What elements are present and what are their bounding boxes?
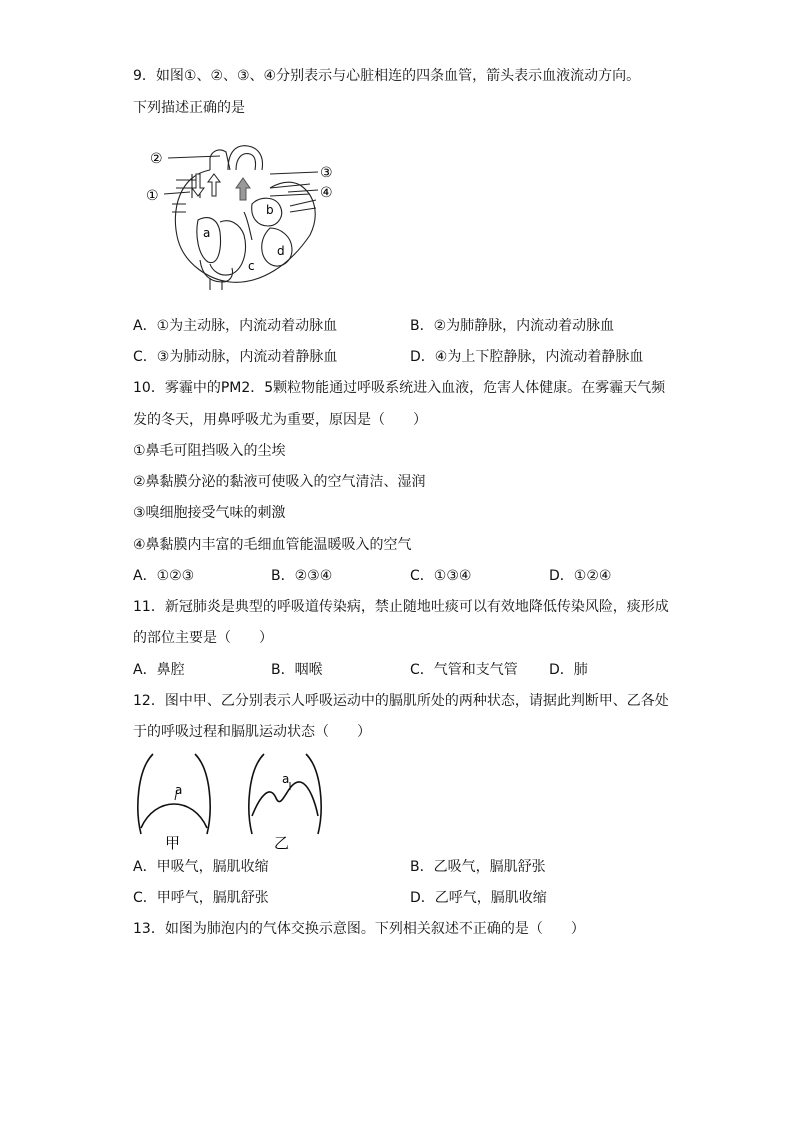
- label-d: d: [277, 244, 285, 258]
- q13-stem-line1: 13．如图为肺泡内的气体交换示意图。下列相关叙述不正确的是（ ）: [133, 921, 585, 937]
- q10-item-3: ③嗅细胞接受气味的刺激: [133, 505, 286, 521]
- q11-option-d[interactable]: D．肺: [549, 662, 588, 678]
- q10-item-2: ②鼻黏膜分泌的黏液可使吸入的空气清洁、湿润: [133, 474, 426, 490]
- heart-diagram: [140, 140, 360, 290]
- q11-stem-line2: 的部位主要是（ ）: [133, 630, 273, 646]
- q12-stem-line1: 12．图中甲、乙分别表示人呼吸运动中的膈肌所处的两种状态，请据此判断甲、乙各处: [133, 693, 669, 709]
- q11-option-c[interactable]: C．气管和支气管: [410, 662, 518, 678]
- label-jia: 甲: [165, 834, 181, 852]
- q9-option-d[interactable]: D．④为上下腔静脉，内流动着静脉血: [410, 349, 644, 365]
- label-4: ④: [320, 185, 333, 201]
- q10-item-4: ④鼻黏膜内丰富的毛细血管能温暖吸入的空气: [133, 537, 412, 553]
- diaphragm-label-a-right: a: [282, 772, 290, 786]
- q9-stem-line1: 9．如图①、②、③、④分别表示与心脏相连的四条血管，箭头表示血液流动方向。: [133, 68, 641, 84]
- q11-stem-line1: 11．新冠肺炎是典型的呼吸道传染病，禁止随地吐痰可以有效地降低传染风险，痰形成: [133, 599, 669, 615]
- label-3: ③: [320, 165, 333, 181]
- label-2: ②: [150, 151, 163, 167]
- arrow-down-icon: [192, 174, 204, 196]
- q11-option-a[interactable]: A．鼻腔: [133, 662, 185, 678]
- label-a: a: [203, 226, 211, 240]
- q12-option-a[interactable]: A．甲吸气，膈肌收缩: [133, 859, 269, 875]
- q11-option-b[interactable]: B．咽喉: [271, 662, 323, 678]
- label-b: b: [266, 203, 274, 217]
- arrow-up-icon: [208, 174, 220, 196]
- q10-stem-line2: 发的冬天，用鼻呼吸尤为重要，原因是（ ）: [133, 412, 427, 428]
- label-c: c: [248, 259, 255, 273]
- diaphragm-diagram-right: [244, 750, 330, 850]
- q10-option-a[interactable]: A．①②③: [133, 568, 195, 584]
- q12-option-d[interactable]: D．乙呼气，膈肌收缩: [410, 890, 547, 906]
- diaphragm-label-a-left: a: [175, 783, 183, 797]
- q10-option-c[interactable]: C．①③④: [410, 568, 472, 584]
- q10-item-1: ①鼻毛可阻挡吸入的尘埃: [133, 443, 286, 459]
- q10-option-b[interactable]: B．②③④: [271, 568, 333, 584]
- q10-stem-line1: 10．雾霾中的PM2．5颗粒物能通过呼吸系统进入血液，危害人体健康。在雾霾天气频: [133, 380, 666, 396]
- q9-option-a[interactable]: A．①为主动脉，内流动着动脉血: [133, 318, 338, 334]
- label-1: ①: [146, 188, 159, 204]
- q12-option-b[interactable]: B．乙吸气，膈肌舒张: [410, 859, 546, 875]
- q12-stem-line2: 于的呼吸过程和膈肌运动状态（ ）: [133, 724, 371, 740]
- label-yi: 乙: [274, 834, 290, 852]
- arrow-up-gray-icon: [236, 178, 250, 200]
- q12-option-c[interactable]: C．甲呼气，膈肌舒张: [133, 890, 269, 906]
- q9-option-b[interactable]: B．②为肺静脉，内流动着动脉血: [410, 318, 615, 334]
- q9-option-c[interactable]: C．③为肺动脉，内流动着静脉血: [133, 349, 338, 365]
- diaphragm-diagram-left: [133, 750, 219, 850]
- q10-option-d[interactable]: D．①②④: [549, 568, 612, 584]
- q9-stem-line2: 下列描述正确的是: [133, 100, 245, 116]
